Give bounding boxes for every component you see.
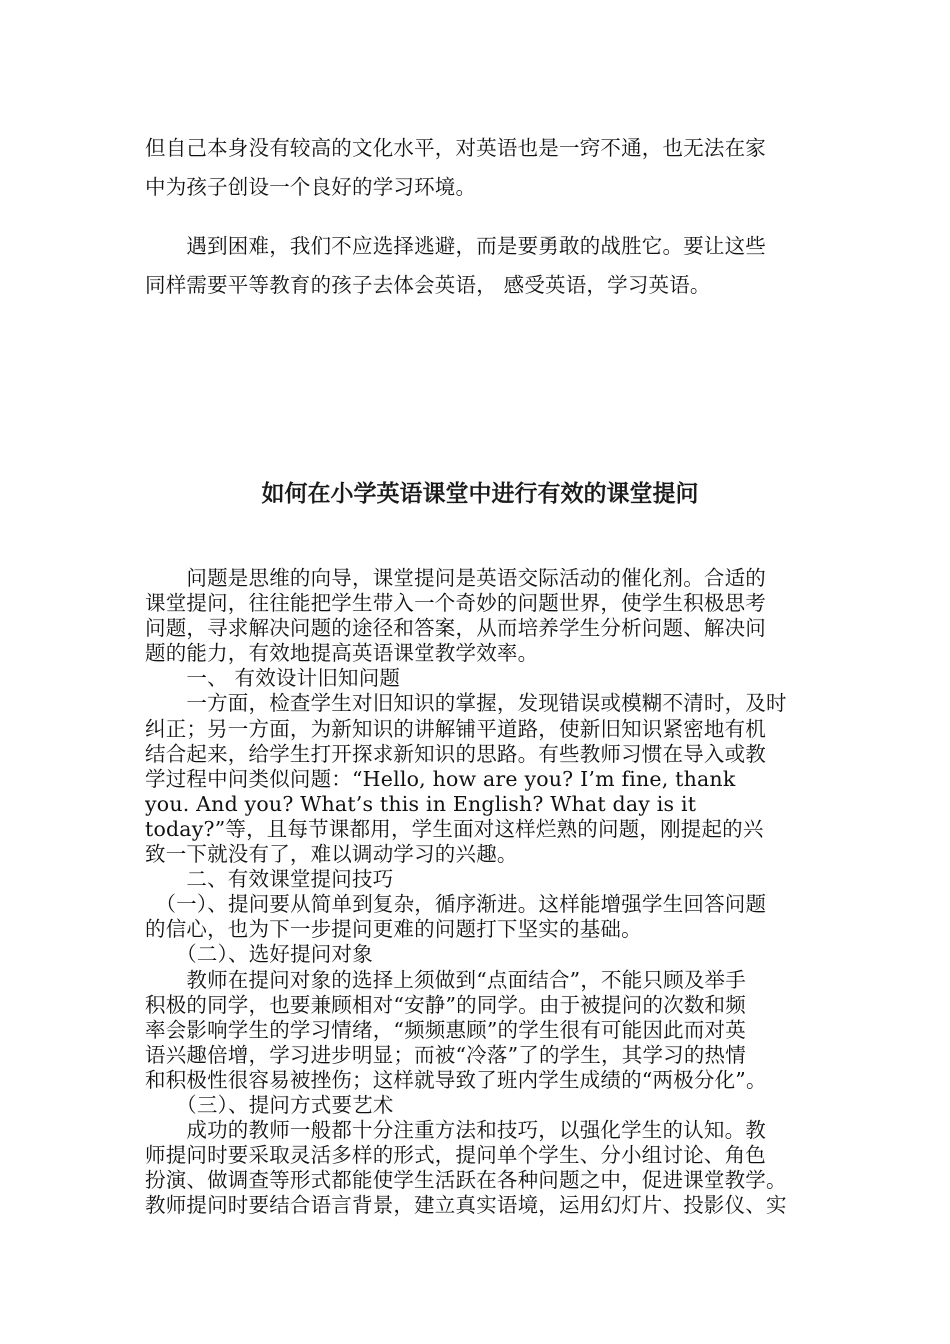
article-body [145, 566, 815, 1218]
body-text-line: 课堂提问，往往能把学生带入一个奇妙的问题世界，使学生积极思考 [145, 591, 766, 616]
body-text-line: 纠正；另一方面，为新知识的讲解铺平道路，使新旧知识紧密地有机 [145, 716, 766, 741]
intro-paragraphs [145, 129, 815, 305]
body-text-line: 一方面，检查学生对旧知识的掌握，发现错误或模糊不清时，及时 [145, 691, 787, 716]
body-text-line: 二、有效课堂提问技巧 [145, 867, 394, 892]
body-text-line: 问题，寻求解决问题的途径和答案，从而培养学生分析问题、解决问 [145, 616, 766, 641]
body-text-line: 问题是思维的向导，课堂提问是英语交际活动的催化剂。合适的 [145, 566, 766, 590]
article-title: 如何在小学英语课堂中进行有效的课堂提问 [261, 481, 699, 507]
body-text-line: you. And you? What’s this in English? What day is it [145, 791, 697, 816]
intro-text-line: 中为孩子创设一个良好的学习环境。 [145, 175, 477, 199]
body-text-line: 积极的同学，也要兼顾相对“安静”的同学。由于被提问的次数和频 [145, 992, 746, 1017]
intro-text-line: 遇到困难，我们不应选择逃避，而是要勇敢的战胜它。要让这些 [145, 234, 766, 258]
intro-text-line: 但自己本身没有较高的文化水平，对英语也是一窍不通，也无法在家 [145, 136, 766, 160]
body-text-line: 的信心，也为下一步提问更难的问题打下坚实的基础。 [145, 917, 642, 942]
body-text-line: 一、 有效设计旧知问题 [145, 666, 401, 691]
body-text-line: 扮演、做调查等形式都能使学生活跃在各种问题之中，促进课堂教学。 [145, 1168, 787, 1193]
body-text-line: （三）、提问方式要艺术 [145, 1092, 394, 1117]
body-text-line: 致一下就没有了，难以调动学习的兴趣。 [145, 842, 518, 867]
body-text-line: 师提问时要采取灵活多样的形式，提问单个学生、分小组讨论、角色 [145, 1143, 766, 1168]
body-text-line: 率会影响学生的学习情绪，“频频惠顾”的学生很有可能因此而对英 [145, 1017, 746, 1042]
body-text-line: 语兴趣倍增，学习进步明显；而被“冷落”了的学生，其学习的热情 [145, 1042, 746, 1067]
body-text-line: 结合起来，给学生打开探求新知识的思路。有些教师习惯在导入或教 [145, 741, 766, 766]
body-text-line: 和积极性很容易被挫伤；这样就导致了班内学生成绩的“两极分化”。 [145, 1067, 767, 1092]
body-text-line: （二）、选好提问对象 [145, 942, 373, 967]
body-text-line: 学过程中问类似问题：“Hello, how are you? I’m fine, thank [145, 766, 736, 791]
body-text-line: 教师提问时要结合语言背景，建立真实语境，运用幻灯片、投影仪、实 [145, 1193, 787, 1218]
body-text-line: 成功的教师一般都十分注重方法和技巧，以强化学生的认知。教 [145, 1118, 766, 1143]
paragraph-gap [145, 207, 815, 227]
body-text-line: 题的能力，有效地提高英语课堂教学效率。 [145, 641, 539, 666]
intro-text-line: 同样需要平等教育的孩子去体会英语， 感受英语，学习英语。 [145, 273, 711, 297]
body-text-line: today?”等，且每节课都用，学生面对这样烂熟的问题，刚提起的兴 [145, 816, 764, 841]
body-text-line: （一）、提问要从简单到复杂，循序渐进。这样能增强学生回答问题 [145, 892, 767, 917]
body-text-line: 教师在提问对象的选择上须做到“点面结合”，不能只顾及举手 [145, 967, 746, 992]
